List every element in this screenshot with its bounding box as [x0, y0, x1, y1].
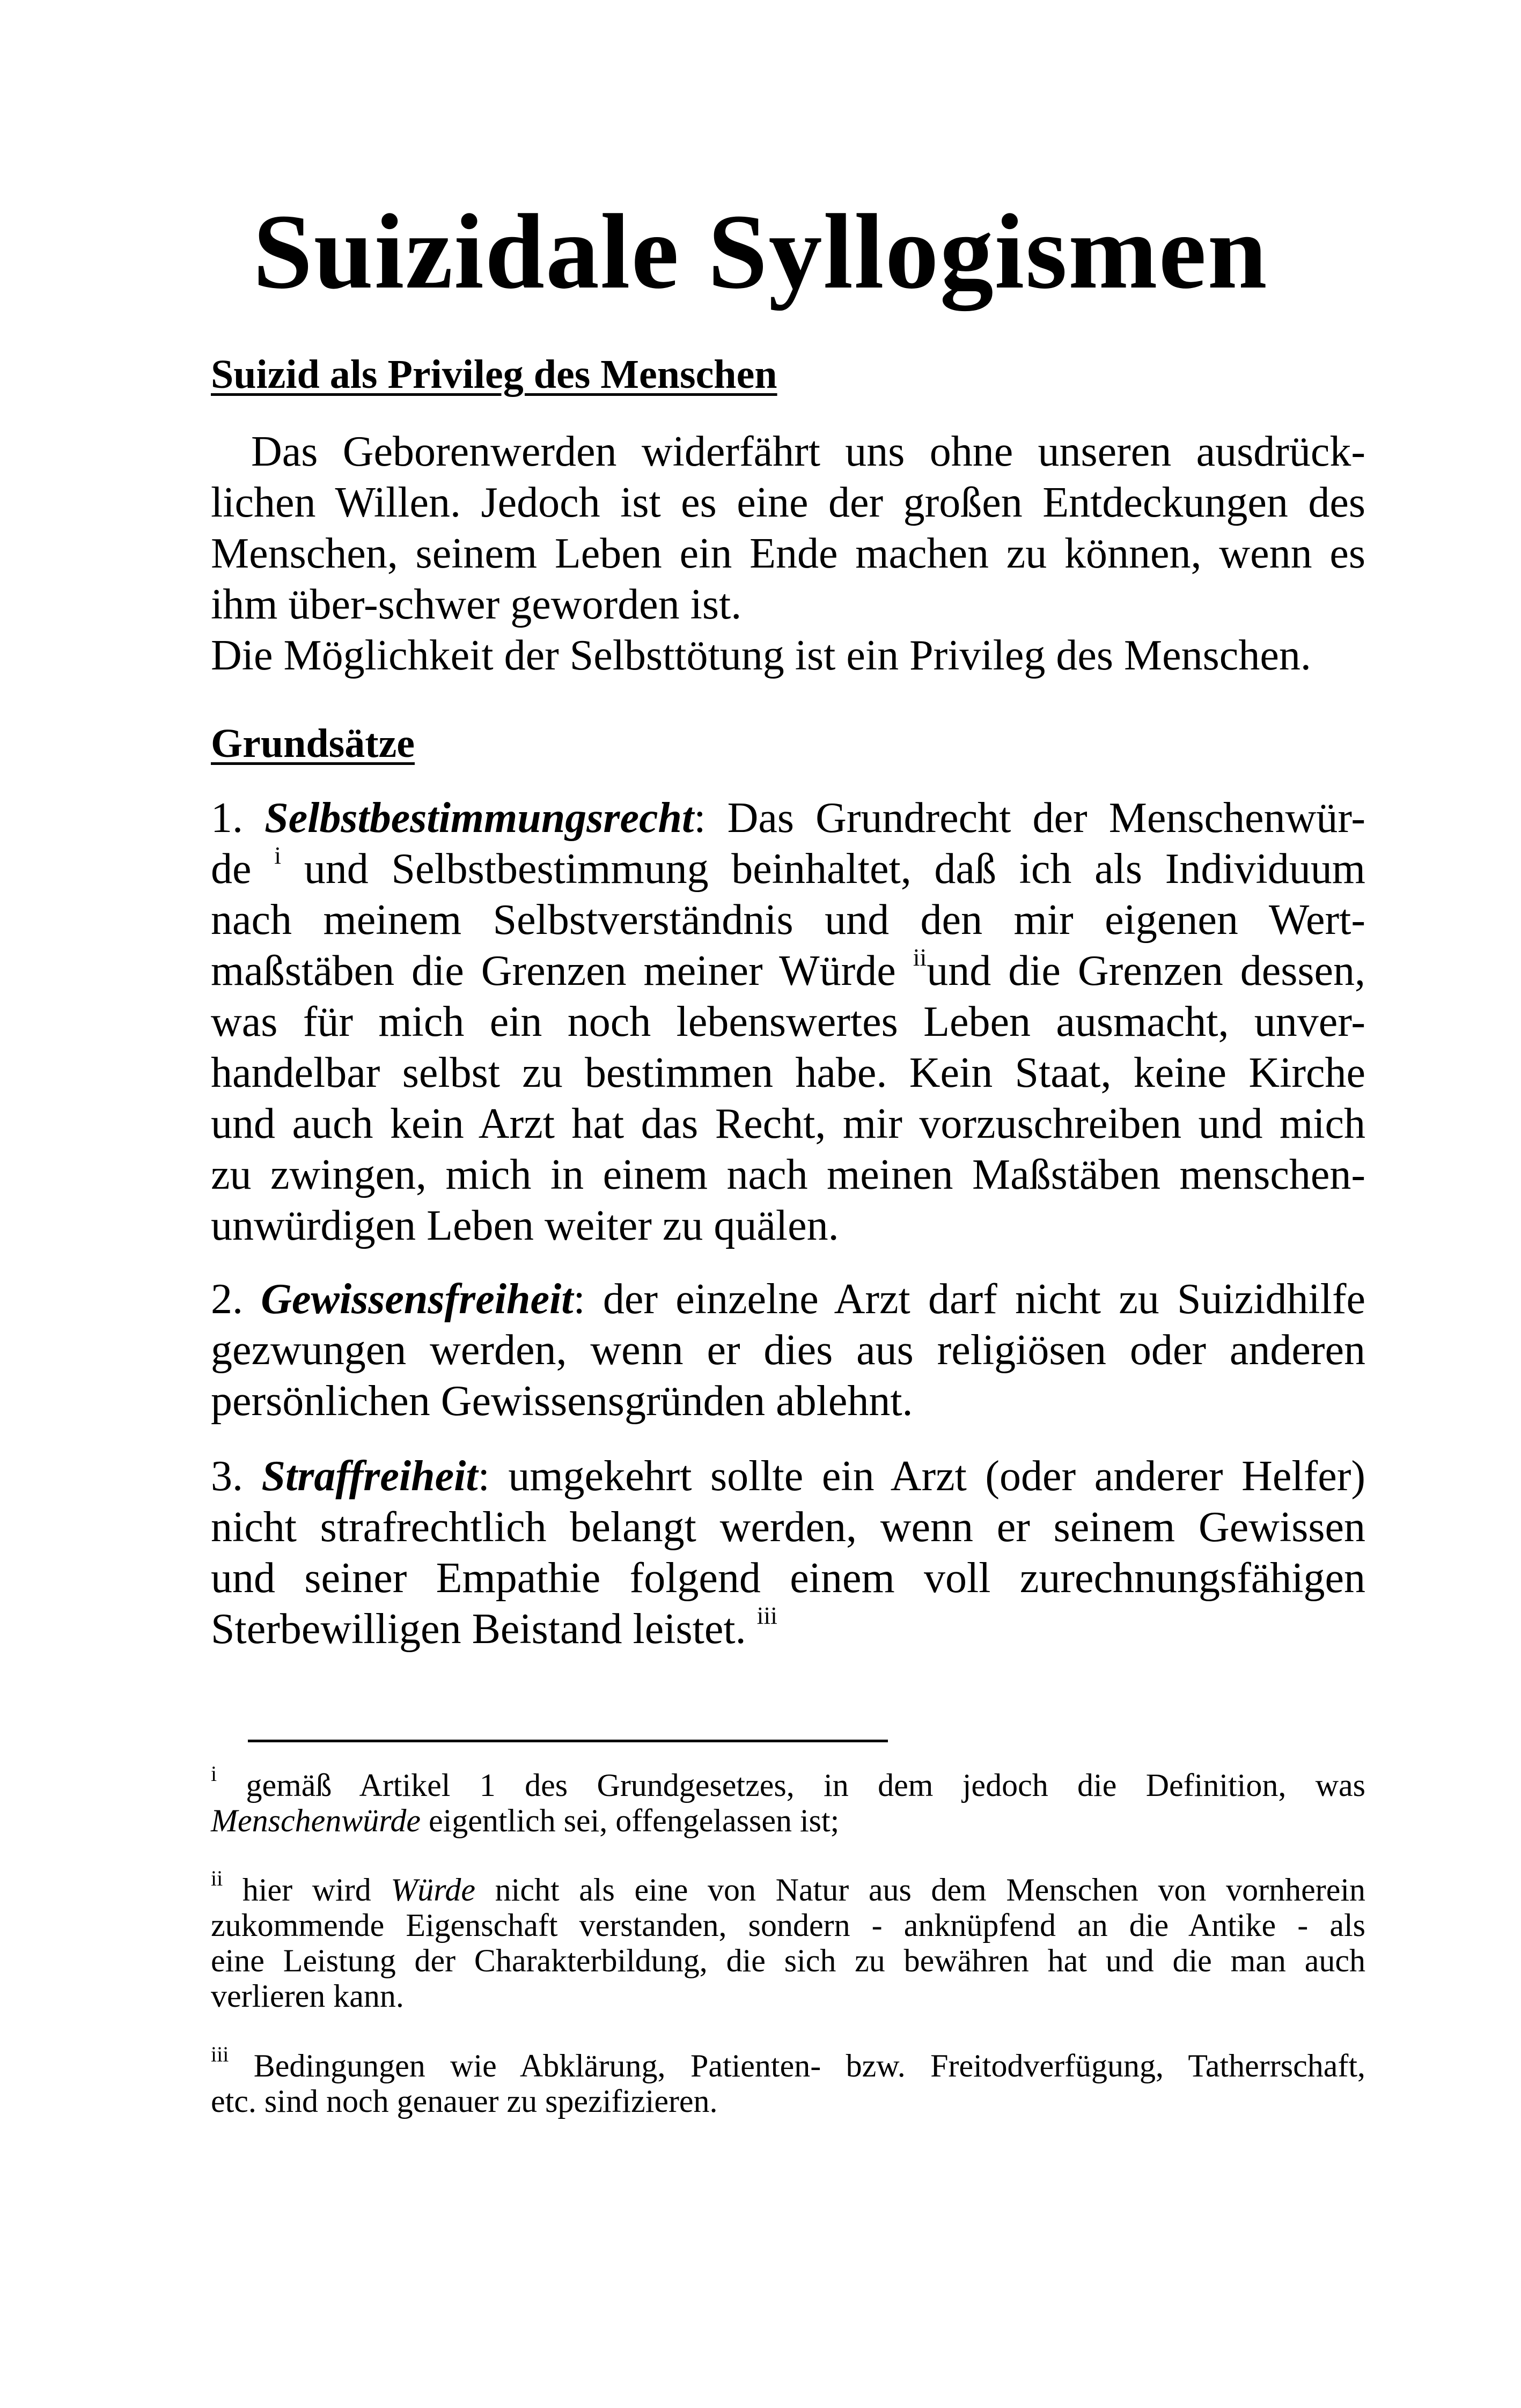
text-line: Menschen, seinem Leben ein Ende machen zu können, wenn es — [211, 530, 1365, 577]
section-heading-privileg: Suizid als Privileg des Menschen — [211, 352, 777, 397]
item-text: und die Grenzen dessen, — [927, 947, 1365, 995]
footnote-ref: ii — [913, 944, 927, 971]
text-line: und auch kein Arzt hat das Recht, mir vorzuschreiben und mich — [211, 1100, 1365, 1147]
footnote-3 — [211, 2042, 1365, 2119]
item-text: : umgekehrt sollte ein Arzt (oder anderer Helfer) — [477, 1453, 1366, 1500]
item-term: Straffreiheit — [261, 1453, 478, 1500]
text-line: zu zwingen, mich in einem nach meinen Maßstäben menschen- — [211, 1151, 1365, 1198]
footnote-divider — [248, 1740, 888, 1742]
principle-item-1 — [211, 793, 1365, 1251]
text-line: nicht strafrechtlich belangt werden, wenn er seinem Gewissen — [211, 1504, 1365, 1551]
footnote-marker: iii — [211, 2042, 229, 2066]
text-line: Die Möglichkeit der Selbsttötung ist ein Privileg des Menschen. — [211, 632, 1311, 679]
text-line — [211, 1274, 1365, 1325]
item-term: Selbstbestimmungsrecht — [264, 794, 694, 842]
text-line: und seiner Empathie folgend einem voll zurechnungsfähigen — [211, 1555, 1365, 1602]
text-line: unwürdigen Leben weiter zu quälen. — [211, 1202, 839, 1249]
item-text: Sterbewilligen Beistand leistet. — [211, 1606, 746, 1653]
footnote-line: eine Leistung der Charakterbildung, die sich zu bewähren hat und die man auch — [211, 1943, 1365, 1978]
footnote-text: gemäß Artikel 1 des Grundgesetzes, in dem jedoch die Definition, was — [246, 1768, 1366, 1803]
footnote-emphasis: Würde — [391, 1872, 476, 1908]
item-number: 2. — [211, 1276, 243, 1323]
item-text: und Selbstbestimmung beinhaltet, daß ich als Individuum — [304, 845, 1366, 893]
text-line — [211, 1604, 1365, 1655]
footnote-line — [211, 2042, 1365, 2083]
text-line: was für mich ein noch lebenswertes Leben ausmacht, unver- — [211, 998, 1365, 1045]
text-line — [211, 946, 1365, 997]
item-number: 3. — [211, 1453, 243, 1500]
footnote-line — [211, 1866, 1366, 1908]
page-title: Suizidale Syllogismen — [253, 193, 1268, 311]
principle-item-2 — [211, 1274, 1365, 1427]
footnote-ref: iii — [756, 1602, 777, 1629]
item-text: : der einzelne Arzt darf nicht zu Suizidhilfe — [573, 1276, 1366, 1323]
footnote-ref: i — [274, 842, 282, 869]
item-text: de — [211, 845, 252, 893]
text-line — [211, 793, 1365, 844]
footnote-text: nicht als eine von Natur aus dem Menschen von vornherein — [495, 1872, 1366, 1908]
footnote-1 — [211, 1762, 1366, 1838]
footnote-text: eigentlich sei, offengelassen ist; — [429, 1803, 840, 1838]
text-line: lichen Willen. Jedoch ist es eine der großen Entdeckungen des — [211, 479, 1365, 526]
text-line: gezwungen werden, wenn er dies aus religiösen oder anderen — [211, 1327, 1365, 1374]
item-text: : Das Grundrecht der Menschenwür- — [694, 794, 1365, 842]
footnote-marker: ii — [211, 1866, 223, 1890]
text-line: nach meinem Selbstverständnis und den mir eigenen Wert- — [211, 896, 1365, 944]
section-heading-grundsaetze: Grundsätze — [211, 721, 415, 766]
footnote-line — [211, 1762, 1366, 1803]
footnote-text: hier wird — [242, 1872, 371, 1908]
text-line — [211, 844, 1365, 895]
footnote-marker: i — [211, 1762, 217, 1786]
footnote-line: verlieren kann. — [211, 1978, 404, 2014]
footnote-line: etc. sind noch genauer zu spezifizieren. — [211, 2083, 718, 2119]
text-line: persönlichen Gewissensgründen ablehnt. — [211, 1378, 913, 1425]
text-line: Das Geborenwerden widerfährt uns ohne unseren ausdrück- — [251, 428, 1365, 475]
footnote-2 — [211, 1866, 1366, 2014]
footnote-line — [211, 1803, 1365, 1838]
principle-item-3 — [211, 1451, 1365, 1655]
footnote-emphasis: Menschenwürde — [211, 1803, 421, 1838]
text-line: ihm über-schwer geworden ist. — [211, 581, 742, 628]
intro-paragraph — [211, 426, 1365, 681]
item-number: 1. — [211, 794, 243, 842]
text-line: handelbar selbst zu bestimmen habe. Kein Staat, keine Kirche — [211, 1049, 1365, 1096]
footnote-line: zukommende Eigenschaft verstanden, sondern - anknüpfend an die Antike - als — [211, 1908, 1365, 1943]
text-line — [211, 1451, 1365, 1502]
item-text: maßstäben die Grenzen meiner Würde — [211, 947, 896, 995]
footnote-text: Bedingungen wie Abklärung, Patienten- bzw. Freitodverfügung, Tatherrschaft, — [253, 2048, 1365, 2083]
item-term: Gewissensfreiheit — [261, 1276, 574, 1323]
